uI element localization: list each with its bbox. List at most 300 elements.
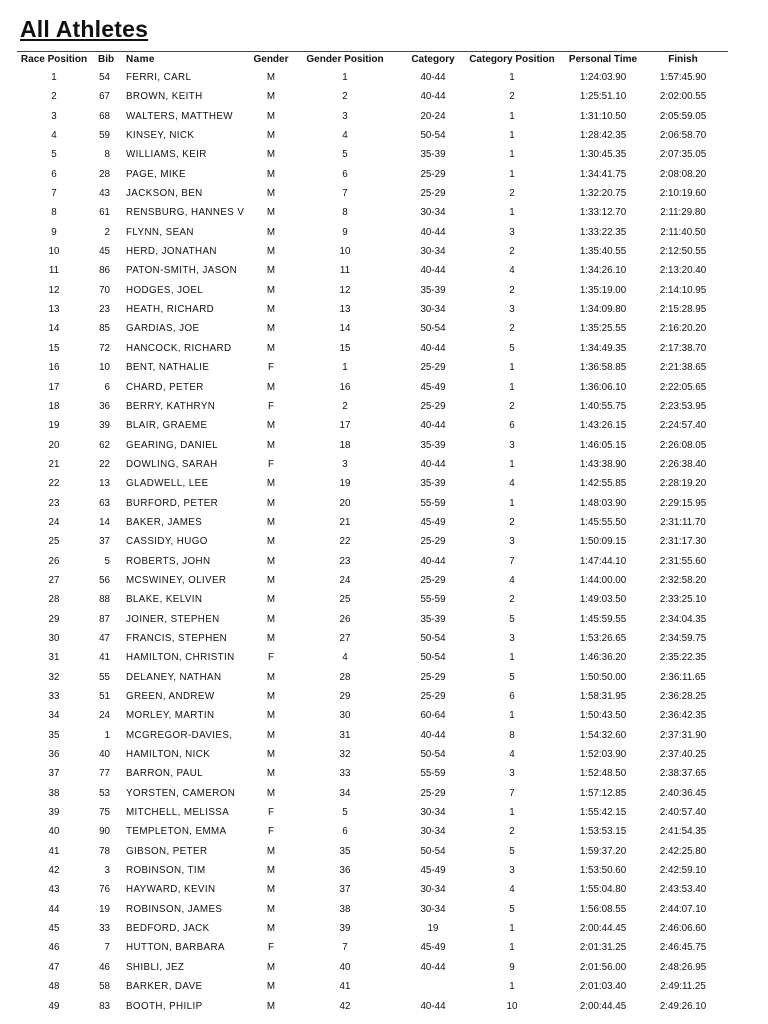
cell-finish: 2:31:17.30 [659, 536, 707, 548]
cell-personal-time: 1:53:53.15 [579, 826, 627, 838]
cell-race-position: 23 [48, 497, 60, 509]
cell-name: CASSIDY, HUGO [126, 536, 208, 548]
table-row [0, 262, 768, 281]
table-header [0, 53, 768, 68]
cell-bib: 55 [99, 671, 110, 683]
cell-gender: M [266, 110, 276, 122]
cell-gender-position: 1 [342, 362, 348, 374]
cell-finish: 2:38:37.65 [659, 768, 707, 780]
cell-personal-time: 1:35:40.55 [579, 246, 627, 258]
cell-name: FRANCIS, STEPHEN [126, 632, 228, 644]
cell-finish: 2:21:38.65 [659, 362, 707, 374]
cell-category-position: 1 [509, 981, 515, 993]
cell-finish: 2:46:06.60 [659, 923, 707, 935]
cell-gender: M [266, 536, 276, 548]
cell-category-position: 1 [509, 72, 515, 83]
cell-category: 40-44 [420, 555, 446, 567]
cell-personal-time: 2:00:44.45 [579, 1000, 627, 1012]
cell-gender: M [266, 981, 276, 993]
cell-gender: M [266, 865, 276, 877]
cell-category-position: 1 [509, 942, 515, 954]
cell-finish: 2:11:29.80 [660, 207, 706, 219]
cell-bib: 83 [99, 1000, 110, 1012]
cell-category-position: 2 [509, 594, 515, 606]
cell-category: 50-54 [420, 632, 446, 644]
table-row [0, 998, 768, 1017]
cell-category-position: 2 [509, 323, 515, 335]
page-title: All Athletes [20, 16, 149, 42]
cell-race-position: 28 [48, 594, 60, 606]
cell-category-position: 1 [509, 923, 515, 935]
cell-finish: 2:13:20.40 [659, 265, 707, 277]
table-row [0, 920, 768, 939]
cell-category-position: 2 [509, 826, 515, 838]
cell-gender-position: 10 [339, 246, 351, 258]
table-row [0, 88, 768, 107]
cell-gender-position: 42 [339, 1000, 351, 1012]
cell-finish: 2:16:20.20 [659, 323, 707, 335]
cell-bib: 63 [99, 497, 110, 509]
cell-gender-position: 9 [342, 226, 348, 238]
cell-gender-position: 34 [339, 787, 351, 799]
cell-bib: 5 [104, 555, 110, 567]
cell-race-position: 25 [48, 536, 60, 548]
cell-category-position: 5 [509, 845, 515, 857]
cell-name: HERD, JONATHAN [126, 246, 217, 258]
table-row [0, 224, 768, 243]
cell-gender: M [266, 729, 276, 741]
cell-finish: 2:17:38.70 [659, 342, 707, 354]
cell-race-position: 38 [48, 787, 60, 799]
cell-race-position: 4 [51, 130, 57, 142]
cell-bib: 58 [99, 981, 110, 993]
cell-gender: M [266, 845, 276, 857]
cell-race-position: 8 [51, 207, 57, 219]
table-row [0, 417, 768, 436]
cell-category: 50-54 [420, 130, 446, 142]
cell-race-position: 27 [48, 574, 60, 586]
table-row [0, 688, 768, 707]
cell-race-position: 44 [48, 903, 60, 915]
cell-name: GLADWELL, LEE [126, 478, 209, 490]
cell-gender-position: 25 [339, 594, 351, 606]
cell-name: BAKER, JAMES [126, 516, 203, 528]
header-personal-time: Personal Time [568, 54, 638, 65]
cell-race-position: 30 [48, 632, 60, 644]
cell-finish: 2:26:38.40 [659, 458, 707, 470]
cell-bib: 77 [99, 768, 110, 780]
cell-gender: M [266, 903, 276, 915]
cell-bib: 39 [99, 420, 110, 432]
table-row [0, 611, 768, 630]
cell-finish: 1:57:45.90 [659, 72, 707, 83]
cell-race-position: 20 [48, 439, 60, 451]
cell-gender-position: 41 [339, 981, 351, 993]
table-row [0, 572, 768, 591]
table-row [0, 649, 768, 668]
cell-gender: M [266, 691, 276, 702]
header-finish: Finish [668, 54, 698, 65]
cell-race-position: 40 [48, 826, 60, 838]
cell-finish: 2:42:25.80 [659, 845, 707, 857]
cell-personal-time: 1:32:20.75 [579, 188, 627, 200]
results-table-body [0, 69, 768, 1017]
cell-bib: 61 [99, 207, 110, 219]
cell-gender: M [266, 91, 276, 103]
cell-gender-position: 3 [342, 458, 348, 470]
cell-category-position: 3 [509, 226, 515, 238]
table-row [0, 862, 768, 881]
cell-bib: 47 [99, 632, 110, 644]
cell-finish: 2:49:26.10 [659, 1000, 707, 1012]
cell-finish: 2:06:58.70 [659, 130, 707, 142]
cell-name: GEARING, DANIEL [126, 439, 219, 451]
cell-race-position: 33 [48, 691, 60, 702]
cell-gender: M [266, 323, 276, 335]
cell-gender-position: 2 [342, 91, 348, 103]
cell-gender: M [266, 555, 276, 567]
cell-name: MCSWINEY, OLIVER [126, 574, 227, 586]
cell-race-position: 37 [48, 768, 60, 780]
cell-gender: M [266, 439, 276, 451]
cell-category-position: 5 [509, 613, 515, 625]
cell-name: HAMILTON, NICK [126, 749, 211, 761]
cell-finish: 2:31:11.70 [660, 516, 706, 528]
table-row [0, 379, 768, 398]
cell-gender-position: 4 [342, 130, 348, 142]
cell-race-position: 29 [48, 613, 60, 625]
table-row [0, 456, 768, 475]
cell-personal-time: 1:31:10.50 [579, 110, 627, 122]
cell-personal-time: 1:40:55.75 [579, 400, 627, 412]
cell-gender-position: 16 [339, 381, 351, 393]
cell-finish: 2:33:25.10 [659, 594, 707, 606]
cell-gender-position: 12 [339, 284, 351, 296]
cell-personal-time: 1:59:37.20 [579, 845, 627, 857]
cell-gender: M [266, 923, 276, 935]
cell-category: 30-34 [420, 304, 446, 316]
cell-category-position: 3 [509, 632, 515, 644]
cell-finish: 2:49:11.25 [660, 981, 706, 993]
cell-finish: 2:41:54.35 [659, 826, 707, 838]
header-rule [17, 51, 728, 52]
cell-personal-time: 1:55:42.15 [579, 807, 627, 819]
header-category: Category [411, 54, 455, 65]
cell-gender: F [268, 826, 274, 838]
cell-gender-position: 30 [339, 710, 351, 722]
cell-gender: M [266, 516, 276, 528]
table-row [0, 437, 768, 456]
cell-bib: 33 [99, 923, 110, 935]
table-row [0, 765, 768, 784]
cell-finish: 2:36:11.65 [660, 671, 706, 683]
cell-personal-time: 1:35:19.00 [579, 284, 627, 296]
cell-bib: 76 [99, 884, 110, 896]
cell-personal-time: 1:33:22.35 [579, 226, 627, 238]
cell-category: 30-34 [420, 884, 446, 896]
cell-finish: 2:22:05.65 [659, 381, 707, 393]
cell-name: PATON-SMITH, JASON [126, 265, 238, 277]
cell-name: BEDFORD, JACK [126, 923, 210, 935]
cell-personal-time: 1:58:31.95 [579, 691, 627, 702]
cell-bib: 41 [99, 652, 110, 664]
cell-race-position: 6 [51, 168, 57, 180]
cell-name: BROWN, KEITH [126, 91, 203, 103]
cell-finish: 2:42:59.10 [659, 865, 707, 877]
cell-finish: 2:23:53.95 [659, 400, 707, 412]
cell-bib: 72 [99, 342, 110, 354]
cell-bib: 75 [99, 807, 110, 819]
cell-finish: 2:11:40.50 [660, 226, 706, 238]
cell-gender-position: 37 [339, 884, 351, 896]
cell-gender-position: 3 [342, 110, 348, 122]
cell-category-position: 1 [509, 149, 515, 161]
cell-race-position: 12 [48, 284, 60, 296]
cell-gender: M [266, 710, 276, 722]
cell-race-position: 1 [51, 72, 57, 83]
cell-finish: 2:07:35.05 [659, 149, 707, 161]
table-row [0, 340, 768, 359]
cell-category-position: 1 [509, 130, 515, 142]
table-row [0, 398, 768, 417]
cell-gender-position: 11 [339, 265, 351, 277]
cell-name: GARDIAS, JOE [126, 323, 200, 335]
cell-bib: 19 [99, 903, 110, 915]
cell-finish: 2:10:19.60 [659, 188, 707, 200]
cell-personal-time: 1:52:48.50 [579, 768, 627, 780]
cell-race-position: 36 [48, 749, 60, 761]
cell-gender: M [266, 420, 276, 432]
cell-gender-position: 15 [339, 342, 351, 354]
cell-category-position: 2 [509, 91, 515, 103]
cell-category-position: 9 [509, 961, 515, 973]
table-row [0, 166, 768, 185]
cell-race-position: 16 [48, 362, 60, 374]
cell-race-position: 7 [51, 188, 57, 200]
cell-category: 25-29 [420, 400, 446, 412]
cell-name: KINSEY, NICK [126, 130, 195, 142]
cell-name: MCGREGOR-DAVIES, [126, 729, 233, 741]
cell-gender: M [266, 381, 276, 393]
table-row [0, 282, 768, 301]
cell-gender: M [266, 72, 276, 83]
cell-gender-position: 6 [342, 168, 348, 180]
cell-bib: 51 [99, 691, 110, 702]
table-row [0, 727, 768, 746]
cell-personal-time: 1:48:03.90 [579, 497, 627, 509]
cell-name: DELANEY, NATHAN [126, 671, 222, 683]
cell-bib: 88 [99, 594, 110, 606]
cell-personal-time: 1:46:05.15 [579, 439, 627, 451]
cell-category-position: 2 [509, 284, 515, 296]
cell-category-position: 5 [509, 671, 515, 683]
cell-race-position: 2 [51, 91, 57, 103]
cell-category: 25-29 [420, 536, 446, 548]
cell-gender: F [268, 942, 274, 954]
cell-gender: M [266, 226, 276, 238]
cell-gender: M [266, 478, 276, 490]
cell-gender-position: 28 [339, 671, 351, 683]
cell-bib: 59 [99, 130, 110, 142]
cell-name: ROBINSON, TIM [126, 865, 206, 877]
cell-category-position: 4 [509, 749, 515, 761]
cell-gender: M [266, 342, 276, 354]
cell-finish: 2:43:53.40 [659, 884, 707, 896]
cell-name: FLYNN, SEAN [126, 226, 194, 238]
cell-category: 40-44 [420, 72, 446, 83]
cell-race-position: 18 [48, 400, 60, 412]
cell-bib: 23 [99, 304, 110, 316]
table-row [0, 785, 768, 804]
cell-category-position: 1 [509, 497, 515, 509]
cell-category: 40-44 [420, 458, 446, 470]
cell-category-position: 1 [509, 807, 515, 819]
cell-gender: M [266, 149, 276, 161]
cell-name: HAMILTON, CHRISTIN [126, 652, 235, 664]
cell-personal-time: 1:55:04.80 [579, 884, 627, 896]
cell-name: WILLIAMS, KEIR [126, 149, 207, 161]
cell-name: MITCHELL, MELISSA [126, 807, 230, 819]
cell-category: 45-49 [420, 942, 446, 954]
cell-category: 30-34 [420, 246, 446, 258]
cell-gender-position: 5 [342, 807, 348, 819]
cell-category-position: 3 [509, 865, 515, 877]
cell-name: DOWLING, SARAH [126, 458, 218, 470]
cell-gender-position: 22 [339, 536, 351, 548]
cell-race-position: 49 [48, 1000, 60, 1012]
cell-finish: 2:37:31.90 [659, 729, 707, 741]
cell-race-position: 45 [48, 923, 60, 935]
cell-category: 35-39 [420, 149, 446, 161]
cell-gender: M [266, 574, 276, 586]
cell-category: 50-54 [420, 323, 446, 335]
cell-name: BENT, NATHALIE [126, 362, 210, 374]
cell-finish: 2:26:08.05 [659, 439, 707, 451]
cell-personal-time: 1:42:55.85 [579, 478, 627, 490]
cell-personal-time: 1:53:50.60 [579, 865, 627, 877]
table-row [0, 320, 768, 339]
cell-gender-position: 32 [339, 749, 351, 761]
cell-bib: 6 [104, 381, 110, 393]
cell-finish: 2:40:57.40 [659, 807, 707, 819]
table-row [0, 146, 768, 165]
cell-gender: F [268, 652, 274, 664]
table-row [0, 881, 768, 900]
cell-category-position: 4 [509, 265, 515, 277]
cell-bib: 78 [99, 845, 110, 857]
cell-category: 30-34 [420, 903, 446, 915]
cell-finish: 2:12:50.55 [659, 246, 707, 258]
table-row [0, 108, 768, 127]
table-row [0, 746, 768, 765]
cell-category: 55-59 [420, 594, 446, 606]
cell-personal-time: 2:01:56.00 [579, 961, 627, 973]
table-row [0, 591, 768, 610]
cell-race-position: 31 [48, 652, 60, 664]
cell-gender-position: 2 [342, 400, 348, 412]
cell-name: MORLEY, MARTIN [126, 710, 215, 722]
cell-bib: 67 [99, 91, 110, 103]
cell-category: 25-29 [420, 787, 446, 799]
cell-bib: 24 [99, 710, 110, 722]
cell-gender: M [266, 246, 276, 258]
cell-personal-time: 1:50:43.50 [579, 710, 627, 722]
cell-gender: F [268, 400, 274, 412]
cell-category: 30-34 [420, 807, 446, 819]
cell-gender-position: 31 [339, 729, 351, 741]
table-row [0, 553, 768, 572]
cell-personal-time: 1:43:38.90 [579, 458, 627, 470]
cell-name: BOOTH, PHILIP [126, 1000, 203, 1012]
cell-bib: 3 [104, 865, 110, 877]
cell-bib: 7 [104, 942, 110, 954]
cell-bib: 85 [99, 323, 110, 335]
cell-name: HODGES, JOEL [126, 284, 204, 296]
cell-name: RENSBURG, HANNES V [126, 207, 245, 219]
table-row [0, 533, 768, 552]
cell-gender-position: 7 [342, 188, 348, 200]
cell-name: ROBERTS, JOHN [126, 555, 211, 567]
cell-finish: 2:46:45.75 [659, 942, 707, 954]
table-row [0, 359, 768, 378]
cell-gender: M [266, 265, 276, 277]
cell-personal-time: 1:54:32.60 [579, 729, 627, 741]
cell-personal-time: 1:56:08.55 [579, 903, 627, 915]
cell-bib: 28 [99, 168, 110, 180]
cell-bib: 45 [99, 246, 110, 258]
cell-personal-time: 1:52:03.90 [579, 749, 627, 761]
table-row [0, 843, 768, 862]
cell-race-position: 35 [48, 729, 60, 741]
cell-name: JACKSON, BEN [126, 188, 203, 200]
cell-gender: M [266, 188, 276, 200]
cell-name: HANCOCK, RICHARD [126, 342, 232, 354]
table-row [0, 495, 768, 514]
cell-bib: 10 [99, 362, 110, 374]
cell-gender-position: 5 [342, 149, 348, 161]
cell-gender: M [266, 168, 276, 180]
cell-race-position: 9 [51, 226, 57, 238]
cell-bib: 13 [99, 478, 110, 490]
cell-race-position: 41 [48, 845, 60, 857]
cell-gender: F [268, 807, 274, 819]
cell-category-position: 3 [509, 536, 515, 548]
cell-race-position: 48 [48, 981, 60, 993]
cell-category: 55-59 [420, 497, 446, 509]
cell-category-position: 6 [509, 420, 515, 432]
cell-bib: 62 [99, 439, 110, 451]
table-row [0, 901, 768, 920]
cell-gender-position: 40 [339, 961, 351, 973]
cell-personal-time: 1:49:03.50 [579, 594, 627, 606]
cell-race-position: 46 [48, 942, 60, 954]
cell-finish: 2:08:08.20 [659, 168, 707, 180]
cell-category-position: 3 [509, 439, 515, 451]
cell-gender-position: 8 [342, 207, 348, 219]
cell-name: SHIBLI, JEZ [126, 961, 185, 973]
table-row [0, 127, 768, 146]
table-row [0, 69, 768, 88]
cell-category: 20-24 [420, 110, 446, 122]
cell-race-position: 32 [48, 671, 60, 683]
table-row [0, 514, 768, 533]
cell-finish: 2:40:36.45 [659, 787, 707, 799]
cell-category-position: 7 [509, 787, 515, 799]
cell-category-position: 1 [509, 381, 515, 393]
cell-gender: M [266, 207, 276, 219]
cell-gender-position: 29 [339, 691, 351, 702]
cell-category: 25-29 [420, 574, 446, 586]
